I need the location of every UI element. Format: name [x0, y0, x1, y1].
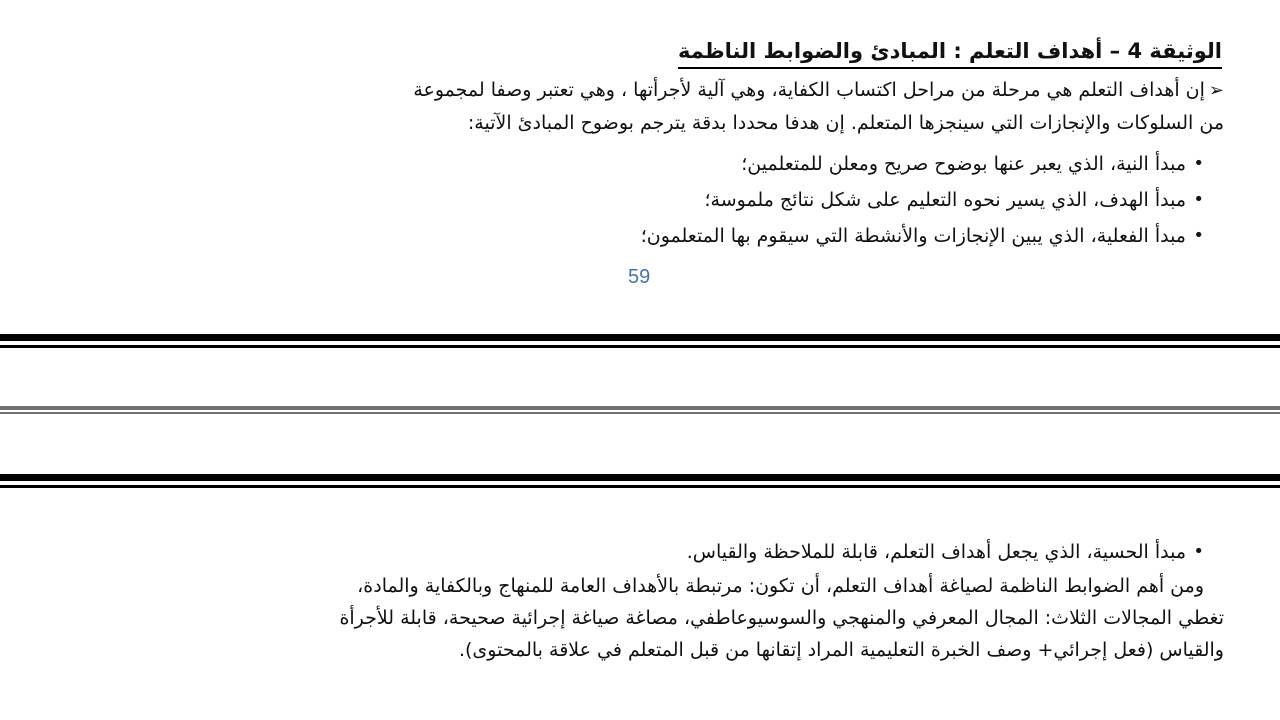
intro-line-1 [60, 74, 1224, 107]
document-page-top [0, 0, 1280, 334]
rules-line-1: ومن أهم الضوابط الناظمة لصياغة أهداف التعلم، أن تكون: مرتبطة بالأهداف العامة للمنهاج وبالكفاية والمادة، [357, 575, 1204, 597]
principles-list [60, 146, 1224, 254]
arrow-bullet-icon: ➢ [1208, 80, 1224, 101]
rules-line-3: والقياس (فعل إجرائي+ وصف الخبرة التعليمية المراد إتقانها من قبل المتعلم في علاقة بالمحتوى). [458, 639, 1224, 661]
page-divider [0, 474, 1280, 481]
list-item: • مبدأ النية، الذي يعبر عنها بوضوح صريح ومعلن للمتعلمين؛ [60, 146, 1204, 182]
rules-paragraph [60, 570, 1224, 666]
document-title: الوثيقة 4 – أهداف التعلم : المبادئ والضوابط الناظمة [678, 36, 1222, 69]
intro-paragraph [60, 74, 1224, 139]
principles-list-continued [60, 534, 1224, 570]
document-page-bottom [0, 488, 1280, 720]
page-divider [0, 406, 1280, 410]
page-divider [0, 412, 1280, 414]
page-divider [0, 334, 1280, 341]
page-number: 59 [628, 266, 651, 288]
continued-list-block [60, 534, 1224, 570]
rules-line-2: تغطي المجالات الثلاث: المجال المعرفي والمنهجي والسوسيوعاطفي، مصاغة صياغة إجرائية صحيحة، قابلة للأجرأة [339, 607, 1224, 629]
page-gap [0, 348, 1280, 474]
intro-line-1-text: إن أهداف التعلم هي مرحلة من مراحل اكتساب الكفاية، وهي آلية لأجرأتها ، وهي تعتبر وصفا لمجموعة [413, 79, 1205, 101]
list-item: • مبدأ الهدف، الذي يسير نحوه التعليم على شكل نتائج ملموسة؛ [60, 182, 1204, 218]
principles-list-block [60, 146, 1224, 254]
list-item: • مبدأ الحسية، الذي يجعل أهداف التعلم، قابلة للملاحظة والقياس. [60, 534, 1204, 570]
intro-line-2: من السلوكات والإنجازات التي سينجزها المتعلم. إن هدفا محددا بدقة يترجم بوضوح المبادئ الآتية: [467, 112, 1224, 134]
list-item: • مبدأ الفعلية، الذي يبين الإنجازات والأنشطة التي سيقوم بها المتعلمون؛ [60, 218, 1204, 254]
